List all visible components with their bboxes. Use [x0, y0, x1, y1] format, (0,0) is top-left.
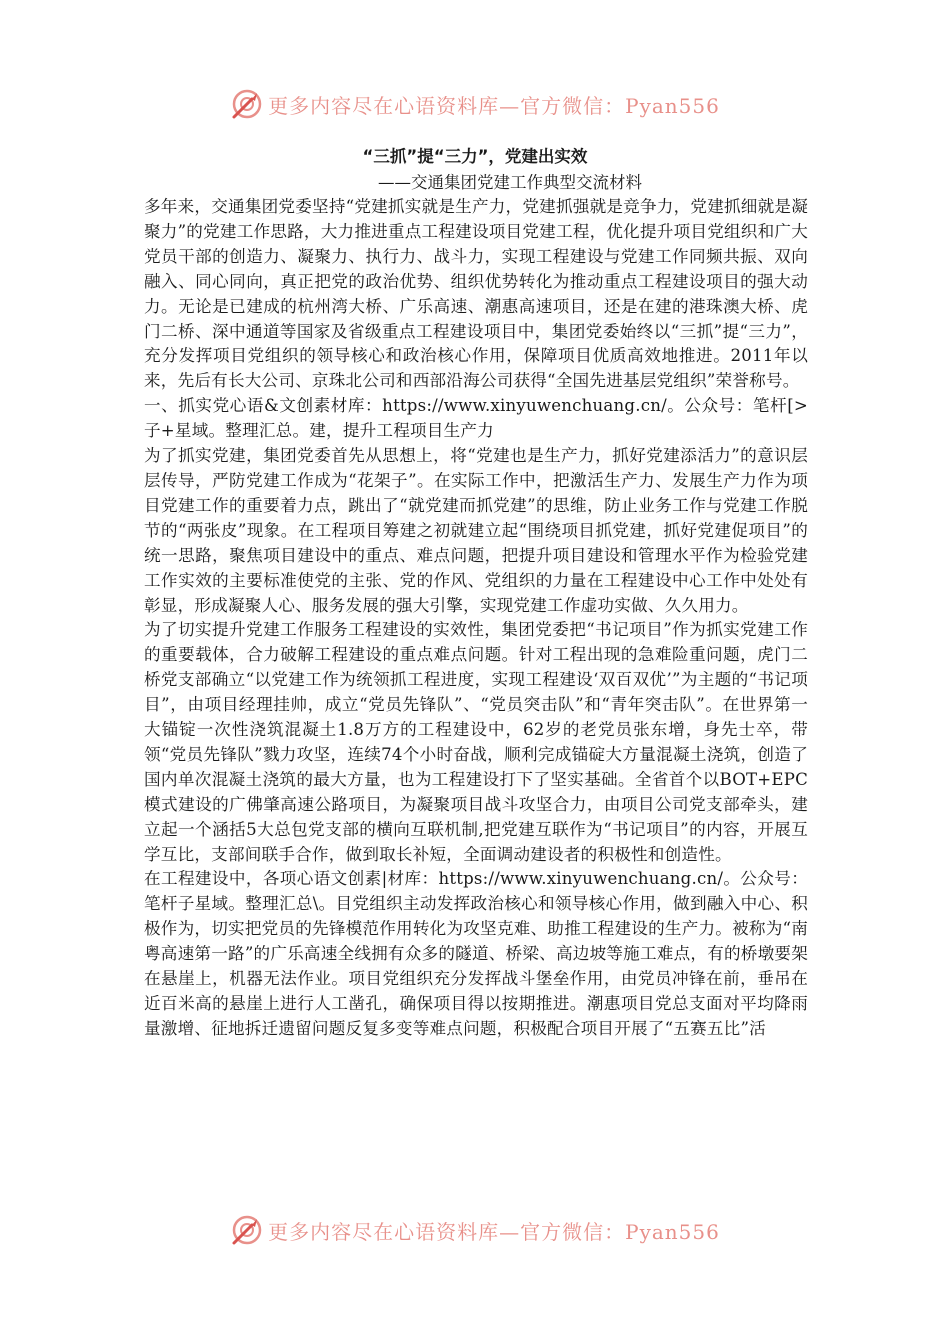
- header-banner: [0, 84, 950, 124]
- paragraph-4: 在工程建设中，各项心语文创素|材库：https://www.xinyuwenchuang.cn/。公众号：笔杆子星域。整理汇总\。目党组织主动发挥政治核心和领导核心作用，做到融入中心、积极作为，切实把党员的先锋模范作用转化为攻坚克难、助推工程建设的生产力。被称为“南粤高速第一路”的广乐高速全线拥有众多的隧道、桥梁、高边坡等施工难点，有的桥墩要架在悬崖上，机器无法作业。项目党组织充分发挥战斗堡垒作用，由党员冲锋在前，垂吊在近百米高的悬崖上进行人工凿孔，确保项目得以按期推进。潮惠项目党总支面对平均降雨量激增、征地拆迁遗留问题反复多变等难点问题，积极配合项目开展了“五赛五比”活: [144, 869, 808, 1038]
- paragraph-intro: 多年来，交通集团党委坚持“党建抓实就是生产力，党建抓强就是竞争力，党建抓细就是凝聚力”的党建工作思路，大力推进重点工程建设项目党建工程，优化提升项目党组织和广大党员干部的创造力、凝聚力、执行力、战斗力，实现工程建设与党建工作同频共振、双向融入、同心同向，真正把党的政治优势、组织优势转化为推动重点工程建设项目的强大动力。无论是已建成的杭州湾大桥、广乐高速、潮惠高速项目，还是在建的港珠澳大桥、虎门二桥、深中通道等国家及省级重点工程建设项目中，集团党委始终以“三抓”提“三力”，充分发挥项目党组织的领导核心和政治核心作用，保障项目优质高效地推进。2011年以来，先后有长大公司、京珠北公司和西部沿海公司获得“全国先进基层党组织”荣誉称号。: [144, 197, 808, 391]
- section-heading-1: 一、抓实党心语&文创素材库：https://www.xinyuwenchuang.cn/。公众号：笔杆[>子+星域。整理汇总。建，提升工程项目生产力: [144, 396, 808, 441]
- footer-banner-text: 更多内容尽在心语资料库—官方微信：Pyan556: [268, 1219, 720, 1244]
- logo-icon: [230, 87, 264, 121]
- footer-banner: [0, 1210, 950, 1250]
- document-subtitle: ——交通集团党建工作典型交流材料: [378, 173, 642, 192]
- paragraph-2: 为了抓实党建，集团党委首先从思想上，将“党建也是生产力，抓好党建添活力”的意识层层传导，严防党建工作成为“花架子”。在实际工作中，把激活生产力、发展生产力作为项目党建工作的重要着力点，跳出了“就党建而抓党建”的思维，防止业务工作与党建工作脱节的“两张皮”现象。在工程项目筹建之初就建立起“围绕项目抓党建，抓好党建促项目”的统一思路，聚焦项目建设中的重点、难点问题，把提升项目建设和管理水平作为检验党建工作实效的主要标准使党的主张、党的作风、党组织的力量在工程建设中心工作中处处有彰显，形成凝聚人心、服务发展的强大引擎，实现党建工作虚功实做、久久用力。: [144, 446, 808, 615]
- document-title: “三抓”提“三力”，党建出实效: [362, 147, 588, 166]
- logo-icon: [230, 1213, 264, 1247]
- header-banner-text: 更多内容尽在心语资料库—官方微信：Pyan556: [268, 93, 720, 118]
- paragraph-3: 为了切实提升党建工作服务工程建设的实效性，集团党委把“书记项目”作为抓实党建工作的重要载体，合力破解工程建设的重点难点问题。针对工程出现的急难险重问题，虎门二桥党支部确立“以党建工作为统领抓工程进度，实现工程建设‘双百双优’”为主题的“书记项目”，由项目经理挂帅，成立“党员先锋队”、“党员突击队”和“青年突击队”。在世界第一大锚锭一次性浇筑混凝土1.8万方的工程建设中，62岁的老党员张东增，身先士卒，带领“党员先锋队”戮力攻坚，连续74个小时奋战，顺利完成锚碇大方量混凝土浇筑，创造了国内单次混凝土浇筑的最大方量，也为工程建设打下了坚实基础。全省首个以BOT+EPC模式建设的广佛肇高速公路项目，为凝聚项目战斗攻坚合力，由项目公司党支部牵头，建立起一个涵括5大总包党支部的横向互联机制,把党建互联作为“书记项目”的内容，开展互学互比，支部间联手合作，做到取长补短，全面调动建设者的积极性和创造性。: [144, 620, 808, 864]
- document-body: [144, 195, 808, 1042]
